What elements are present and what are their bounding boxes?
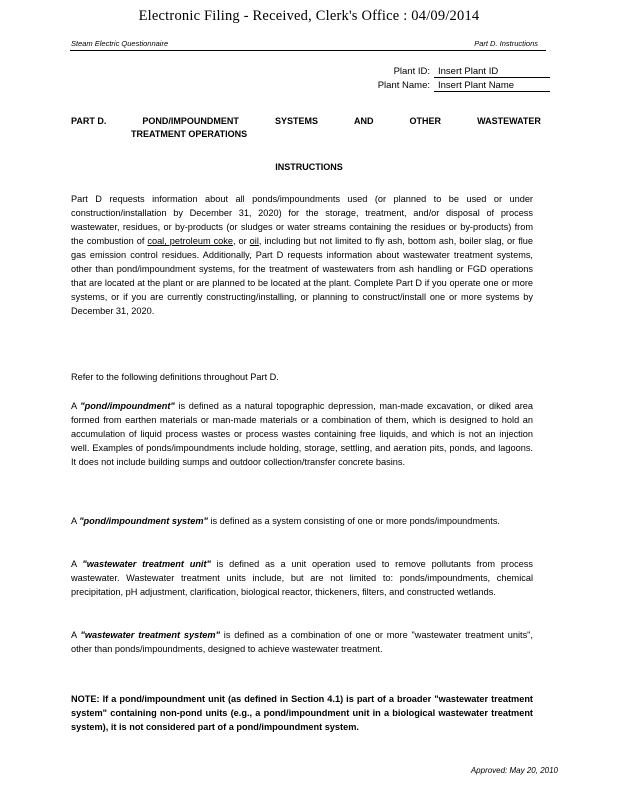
plant-name-field[interactable]: Insert Plant Name — [434, 80, 550, 92]
header-left: Steam Electric Questionnaire — [71, 39, 169, 48]
term-pond-impoundment: "pond/impoundment" — [80, 401, 175, 411]
intro-text-b: , or — [232, 236, 250, 246]
plant-id-label: Plant ID: — [393, 66, 430, 77]
definition-pond-impoundment: A "pond/impoundment" is defined as a natural topographic depression, man-made excavation, or diked area formed from earthen materials or man-made materials or a combination of them, which is designed to hold an accumulation of liquid process wastes or process wastes containing free liquids, and which is not an injection well. Examples of ponds/impoundments include holding, storage, settling, and aeration pits, ponds, and lagoons. It does not include building sumps and outdoor collection/transfer concrete basins. — [71, 401, 533, 467]
definition-treatment-system: A "wastewater treatment system" is defined as a combination of one or more "wastewater treatment units", other than ponds/impoundments, designed to achieve wastewater treatment. — [71, 630, 533, 654]
plant-name-label: Plant Name: — [377, 80, 430, 91]
header-rule — [70, 50, 546, 51]
instructions-title: INSTRUCTIONS — [275, 162, 343, 172]
part-heading-line-2: TREATMENT OPERATIONS — [131, 129, 248, 139]
refer-paragraph: Refer to the following definitions throughout Part D. — [71, 372, 279, 382]
term-treatment-unit: "wastewater treatment unit" — [82, 559, 211, 569]
part-word-3: AND — [354, 116, 374, 126]
approved-date: Approved: May 20, 2010 — [470, 766, 558, 775]
plant-name-row — [360, 80, 550, 92]
plant-id-row — [360, 66, 550, 78]
plant-id-field[interactable]: Insert Plant ID — [434, 66, 550, 78]
definition-treatment-unit: A "wastewater treatment unit" is defined as a unit operation used to remove pollutants from process wastewater. Wastewater treatment units include, but are not limited to: ponds/impoundments, chemical precipitation, pH adjustment, clarification, biological reactor, thickeners, filters, and constructed wetlands. — [71, 559, 533, 597]
term-treatment-system: "wastewater treatment system" — [80, 630, 220, 640]
term-pond-system: "pond/impoundment system" — [79, 516, 208, 526]
note-text: If a pond/impoundment unit (as defined in Section 4.1) is part of a broader "wastewater treatment system" containing non-pond units (e.g., a pond/impoundment unit in a biological wastewater treatment system), it is not considered part of a pond/impoundment system. — [71, 694, 533, 732]
part-label: PART D. — [71, 116, 107, 126]
note-paragraph — [71, 692, 533, 734]
definition-pond-system: A "pond/impoundment system" is defined as a system consisting of one or more ponds/impoundments. — [71, 516, 500, 526]
part-word-2: SYSTEMS — [274, 116, 318, 126]
coke-underlined: coal, petroleum coke — [147, 236, 233, 246]
header-right: Part D. Instructions — [474, 39, 538, 48]
intro-text-c: , including but not limited to fly ash, bottom ash, boiler slag, or flue gas emission control residues. Additionally, Part D requests information about wastewater treatment systems, other than pond/impoundment systems, for the treatment of wastewaters from ash handling or FGD operations that are located at the plant or are planned to be located at the plant. Complete Part D if you operate one or more systems, or if you are currently constructing/installing, or planning to construct/install one or more systems by December 31, 2020. — [71, 236, 534, 316]
part-word-4: OTHER — [409, 116, 442, 126]
intro-paragraph — [71, 192, 533, 318]
note-label: NOTE: — [71, 694, 100, 704]
filing-stamp: Electronic Filing - Received, Clerk's Office : 04/09/2014 — [138, 8, 480, 24]
part-heading — [71, 116, 541, 139]
part-word-5: WASTEWATER — [477, 116, 541, 126]
intro-text-a: Part D requests information about all ponds/impoundments used (or planned to be used or under construction/installation by December 31, 2020) for the storage, treatment, and/or disposal of process wastewater, residues, or by-products (or sludges or water streams containing the residues or by-products) from the combustion of — [71, 194, 533, 246]
part-word-1: POND/IMPOUNDMENT — [142, 116, 239, 126]
oil-underlined: oil — [249, 236, 259, 246]
